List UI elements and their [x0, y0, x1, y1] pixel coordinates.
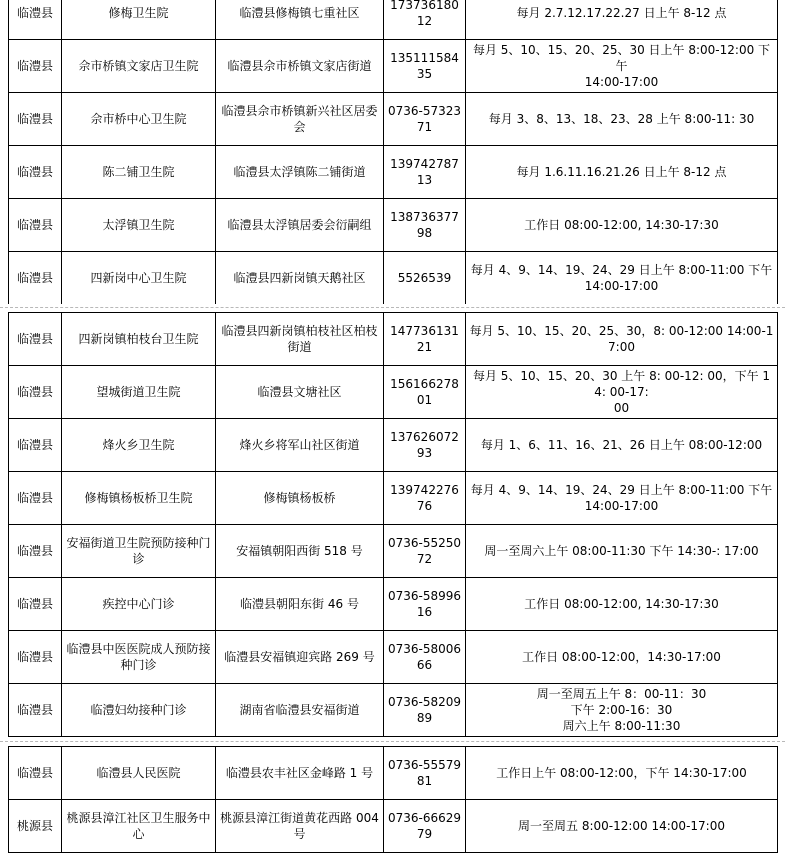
service-hours-cell — [466, 525, 778, 578]
service-hours-line: 每月 5、10、15、20、30 上午 8: 00-12: 00，下午 14: 00-17: — [472, 369, 771, 399]
page-break — [0, 738, 785, 746]
county-cell: 临澧县 — [9, 747, 62, 800]
service-hours-cell — [466, 146, 778, 199]
clinic-name-cell: 四新岗中心卫生院 — [62, 252, 216, 305]
clinic-name-cell: 修梅卫生院 — [62, 0, 216, 40]
clinic-table — [8, 312, 778, 737]
clinic-name-cell: 安福街道卫生院预防接种门诊 — [62, 525, 216, 578]
table-row — [9, 199, 778, 252]
phone-cell: 17373618012 — [384, 0, 466, 40]
table-row — [9, 252, 778, 305]
service-hours-line: 14:00-17:00 — [584, 75, 659, 89]
phone-cell: 13974278713 — [384, 146, 466, 199]
phone-cell: 13511158435 — [384, 40, 466, 93]
table-row — [9, 146, 778, 199]
phone-cell: 0736-6662979 — [384, 800, 466, 853]
table-row — [9, 0, 778, 40]
phone-cell: 15616627801 — [384, 366, 466, 419]
address-cell: 临澧县佘市桥镇文家店街道 — [216, 40, 384, 93]
service-hours-line: 每月 2.7.12.17.22.27 日上午 8-12 点 — [516, 6, 727, 20]
address-cell: 桃源县漳江街道黄花西路 004 号 — [216, 800, 384, 853]
service-hours-cell — [466, 313, 778, 366]
clinic-name-cell: 望城街道卫生院 — [62, 366, 216, 419]
clinic-name-cell: 太浮镇卫生院 — [62, 199, 216, 252]
phone-cell: 0736-5800666 — [384, 631, 466, 684]
service-hours-cell — [466, 199, 778, 252]
service-hours-cell — [466, 0, 778, 40]
phone-cell: 5526539 — [384, 252, 466, 305]
phone-cell: 0736-5820989 — [384, 684, 466, 737]
service-hours-cell — [466, 631, 778, 684]
table-row — [9, 525, 778, 578]
clinic-name-cell: 修梅镇杨板桥卫生院 — [62, 472, 216, 525]
service-hours-line: 每月 1.6.11.16.21.26 日上午 8-12 点 — [516, 165, 727, 179]
service-hours-line: 周一至周五 8:00-12:00 14:00-17:00 — [518, 819, 725, 833]
service-hours-cell — [466, 684, 778, 737]
address-cell: 临澧县农丰社区金峰路 1 号 — [216, 747, 384, 800]
service-hours-cell — [466, 93, 778, 146]
service-hours-line: 每月 3、8、13、18、23、28 上午 8:00-11: 30 — [488, 112, 755, 126]
phone-cell: 13762607293 — [384, 419, 466, 472]
table-row — [9, 631, 778, 684]
county-cell: 临澧县 — [9, 40, 62, 93]
table-row — [9, 800, 778, 853]
clinic-name-cell: 疾控中心门诊 — [62, 578, 216, 631]
service-hours-line: 周一至周六上午 08:00-11:30 下午 14:30-: 17:00 — [484, 544, 759, 558]
service-hours-line: 每月 1、6、11、16、21、26 日上午 08:00-12:00 — [480, 438, 763, 452]
service-hours-cell — [466, 747, 778, 800]
address-cell: 临澧县四新岗镇柏枝社区柏枝街道 — [216, 313, 384, 366]
clinic-name-cell: 临澧县人民医院 — [62, 747, 216, 800]
table-row — [9, 684, 778, 737]
service-hours-line: 00 — [613, 401, 630, 415]
clinic-table — [8, 746, 778, 853]
service-hours-cell — [466, 578, 778, 631]
clinic-name-cell: 临澧县中医医院成人预防接种门诊 — [62, 631, 216, 684]
service-hours-cell — [466, 40, 778, 93]
table-page-2 — [8, 312, 777, 737]
county-cell: 临澧县 — [9, 631, 62, 684]
phone-cell: 0736-5899616 — [384, 578, 466, 631]
phone-cell: 14773613121 — [384, 313, 466, 366]
address-cell: 烽火乡将军山社区街道 — [216, 419, 384, 472]
table-row — [9, 40, 778, 93]
county-cell: 临澧县 — [9, 146, 62, 199]
table-row — [9, 419, 778, 472]
service-hours-line: 下午 2:00-16：30 — [570, 703, 673, 717]
county-cell: 临澧县 — [9, 472, 62, 525]
county-cell: 临澧县 — [9, 684, 62, 737]
service-hours-cell — [466, 800, 778, 853]
address-cell: 湖南省临澧县安福街道 — [216, 684, 384, 737]
table-page-1 — [8, 0, 777, 305]
table-row — [9, 366, 778, 419]
service-hours-line: 工作日 08:00-12:00，14:30-17:00 — [522, 650, 721, 664]
address-cell: 安福镇朝阳西街 518 号 — [216, 525, 384, 578]
service-hours-line: 14:00-17:00 — [584, 279, 659, 293]
address-cell: 临澧县佘市桥镇新兴社区居委会 — [216, 93, 384, 146]
clinic-name-cell: 临澧妇幼接种门诊 — [62, 684, 216, 737]
clinic-name-cell: 烽火乡卫生院 — [62, 419, 216, 472]
clinic-name-cell: 佘市桥中心卫生院 — [62, 93, 216, 146]
page-break — [0, 304, 785, 312]
service-hours-line: 周六上午 8:00-11:30 — [562, 719, 681, 733]
address-cell: 临澧县文塘社区 — [216, 366, 384, 419]
table-row — [9, 578, 778, 631]
service-hours-line: 工作日 08:00-12:00, 14:30-17:30 — [524, 218, 719, 232]
table-page-3 — [8, 746, 777, 853]
address-cell: 修梅镇杨板桥 — [216, 472, 384, 525]
address-cell: 临澧县安福镇迎宾路 269 号 — [216, 631, 384, 684]
clinic-name-cell: 陈二铺卫生院 — [62, 146, 216, 199]
table-row — [9, 313, 778, 366]
address-cell: 临澧县太浮镇居委会衍嗣组 — [216, 199, 384, 252]
service-hours-cell — [466, 252, 778, 305]
clinic-name-cell: 佘市桥镇文家店卫生院 — [62, 40, 216, 93]
service-hours-line: 14:00-17:00 — [584, 499, 659, 513]
service-hours-line: 每月 4、9、14、19、24、29 日上午 8:00-11:00 下午 — [470, 263, 773, 277]
county-cell: 临澧县 — [9, 578, 62, 631]
clinic-name-cell: 四新岗镇柏枝台卫生院 — [62, 313, 216, 366]
table-row — [9, 747, 778, 800]
county-cell: 临澧县 — [9, 313, 62, 366]
service-hours-line: 周一至周五上午 8：00-11：30 — [536, 687, 707, 701]
service-hours-cell — [466, 366, 778, 419]
service-hours-line: 每月 4、9、14、19、24、29 日上午 8:00-11:00 下午 — [470, 483, 773, 497]
county-cell: 临澧县 — [9, 366, 62, 419]
service-hours-line: 每月 5、10、15、20、25、30 日上午 8:00-12:00 下午 — [472, 43, 771, 73]
county-cell: 临澧县 — [9, 0, 62, 40]
service-hours-line: 工作日上午 08:00-12:00，下午 14:30-17:00 — [496, 766, 747, 780]
service-hours-cell — [466, 472, 778, 525]
service-hours-line: 每月 5、10、15、20、25、30，8: 00-12:00 14:00-17:00 — [469, 324, 774, 354]
phone-cell: 13873637798 — [384, 199, 466, 252]
address-cell: 临澧县朝阳东街 46 号 — [216, 578, 384, 631]
county-cell: 临澧县 — [9, 93, 62, 146]
address-cell: 临澧县修梅镇七重社区 — [216, 0, 384, 40]
clinic-name-cell: 桃源县漳江社区卫生服务中心 — [62, 800, 216, 853]
phone-cell: 0736-5525072 — [384, 525, 466, 578]
service-hours-line: 工作日 08:00-12:00, 14:30-17:30 — [524, 597, 719, 611]
county-cell: 桃源县 — [9, 800, 62, 853]
phone-cell: 13974227676 — [384, 472, 466, 525]
phone-cell: 0736-5732371 — [384, 93, 466, 146]
county-cell: 临澧县 — [9, 199, 62, 252]
address-cell: 临澧县四新岗镇天鹅社区 — [216, 252, 384, 305]
table-row — [9, 93, 778, 146]
county-cell: 临澧县 — [9, 252, 62, 305]
table-row — [9, 472, 778, 525]
county-cell: 临澧县 — [9, 525, 62, 578]
county-cell: 临澧县 — [9, 419, 62, 472]
service-hours-cell — [466, 419, 778, 472]
clinic-table — [8, 0, 778, 305]
address-cell: 临澧县太浮镇陈二铺街道 — [216, 146, 384, 199]
phone-cell: 0736-5557981 — [384, 747, 466, 800]
